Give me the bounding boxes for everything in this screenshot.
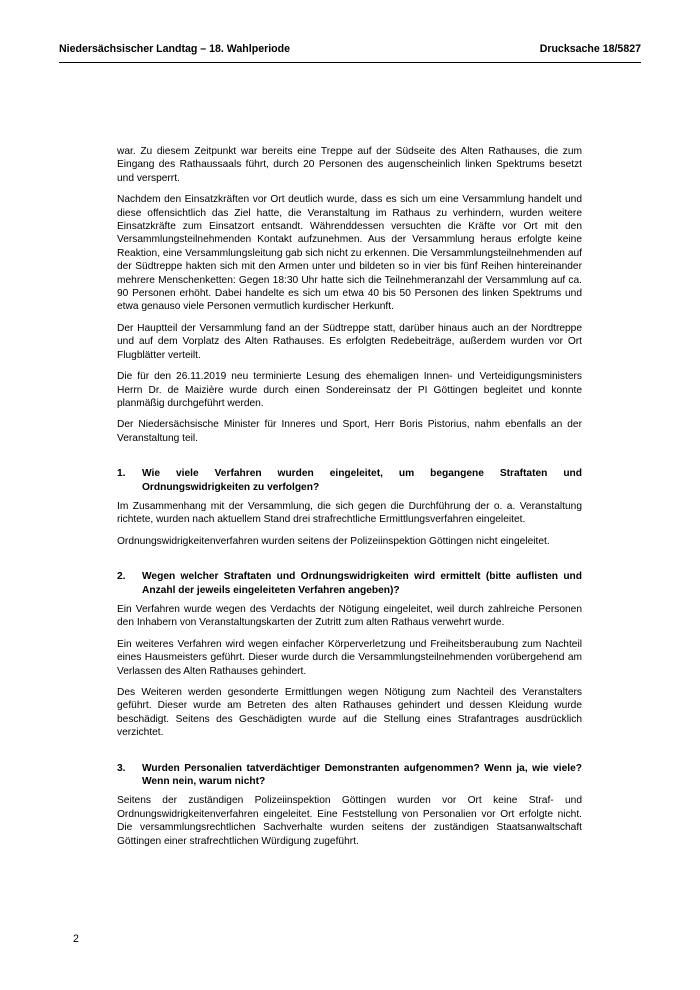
- page-number: 2: [73, 933, 79, 945]
- header-document-number: Drucksache 18/5827: [539, 43, 641, 55]
- question-number: 2.: [117, 571, 126, 583]
- question-text: Wegen welcher Straftaten und Ordnungswidrigkeiten wird ermittelt (bitte auflisten und Anzahl der jeweils eingeleiteten Verfahren angeben)?: [142, 571, 582, 596]
- answer-paragraph: Ein weiteres Verfahren wird wegen einfacher Körperverletzung und Freiheitsberaubung zum Nachteil eines Hausmeisters geführt. Dieser wurde durch die Versammlungsteilnehmenden vorübergehend am Verlassen des Alten Rathauses gehindert.: [117, 638, 582, 677]
- intro-paragraph: war. Zu diesem Zeitpunkt war bereits eine Treppe auf der Südseite des Alten Rathauses, die zum Eingang des Rathaussaals führt, durch 20 Personen des augenscheinlich linken Spektrums besetzt und versperrt.: [117, 146, 582, 184]
- question-number: 1.: [117, 468, 126, 480]
- question-3: [117, 762, 582, 789]
- question-2: [117, 570, 582, 597]
- question-text: Wie viele Verfahren wurden eingeleitet, um begangene Straftaten und Ordnungswidrigkeiten zu verfolgen?: [142, 468, 582, 493]
- question-number: 3.: [117, 762, 126, 774]
- answer-paragraph: Im Zusammenhang mit der Versammlung, die sich gegen die Durchführung der o. a. Veranstaltung richtete, wurden nach aktuellem Stand drei strafrechtliche Ermittlungsverfahren eingeleitet.: [117, 500, 582, 526]
- intro-paragraph: Der Hauptteil der Versammlung fand an der Südtreppe statt, darüber hinaus auch an der Nordtreppe und auf dem Vorplatz des Alten Rathauses. Es erfolgten Redebeiträge, außerdem wurden vor Ort Flugblätter verteilt.: [117, 322, 582, 361]
- answer-paragraph: Seitens der zuständigen Polizeiinspektion Göttingen wurden vor Ort keine Straf- und Ordnungswidrigkeitenverfahren eingeleitet. Eine Feststellung von Personalien vor Ort erfolgte nicht. Die versammlungsrechtlichen Sachverhalte wurden seitens der zuständigen Staatsanwaltschaft Göttingen einer strafrechtlichen Würdigung zugeführt.: [117, 795, 582, 847]
- intro-paragraph: Nachdem den Einsatzkräften vor Ort deutlich wurde, dass es sich um eine Versammlung handelt und diese offensichtlich das Ziel hatte, die Veranstaltung im Rathaus zu verhindern, wurden weitere Einsatzkräfte zum Einsatzort entsandt. Währenddessen versuchten die Kräfte vor Ort mit den Versammlungsteilnehmenden Kontakt aufzunehmen. Aus der Versammlung heraus erfolgte keine Reaktion, eine Versammlungsleitung gab sich nicht zu erkennen. Die Versammlungsteilnehmenden auf der Südtreppe hakten sich mit den Armen unter und bildeten so in vier bis fünf Reihen hintereinander mehrere Menschenketten: Gegen 18:30 Uhr hatte sich die Teilnehmeranzahl der Versammlung auf ca. 90 Personen erhöht. Dabei handelte es sich um etwa 40 bis 50 Personen des linken Spektrums und etwa genauso viele Personen vermutlich kurdischer Herkunft.: [117, 194, 582, 313]
- intro-paragraph: Der Niedersächsische Minister für Inneres und Sport, Herr Boris Pistorius, nahm ebenfalls an der Veranstaltung teil.: [117, 419, 582, 444]
- header-parliament-title: Niedersächsischer Landtag – 18. Wahlperiode: [59, 43, 290, 55]
- answer-paragraph: Ordnungswidrigkeitenverfahren wurden seitens der Polizeiinspektion Göttingen nicht eingeleitet.: [117, 535, 550, 547]
- answer-paragraph: Ein Verfahren wurde wegen des Verdachts der Nötigung eingeleitet, weil durch zahlreiche Personen den Inhabern von Veranstaltungskarten der Zutritt zum alten Rathaus verwehrt wurde.: [117, 603, 582, 629]
- question-1: [117, 467, 582, 494]
- page-header: [59, 40, 641, 63]
- document-body: [117, 145, 582, 856]
- intro-paragraph: Die für den 26.11.2019 neu terminierte Lesung des ehemaligen Innen- und Verteidigungsministers Herrn Dr. de Maizière wurde durch einen Sondereinsatz der PI Göttingen begleitet und konnte planmäßig durchgeführt werden.: [117, 371, 582, 409]
- answer-paragraph: Des Weiteren werden gesonderte Ermittlungen wegen Nötigung zum Nachteil des Veranstalters geführt. Dieser wurde am Betreten des alten Rathauses gehindert und dessen Kleidung wurde beschädigt. Seitens des Geschädigten wurde auf die Stellung eines Strafantrages ausdrücklich verzichtet.: [117, 687, 582, 739]
- question-text: Wurden Personalien tatverdächtiger Demonstranten aufgenommen? Wenn ja, wie viele? Wenn nein, warum nicht?: [142, 762, 582, 788]
